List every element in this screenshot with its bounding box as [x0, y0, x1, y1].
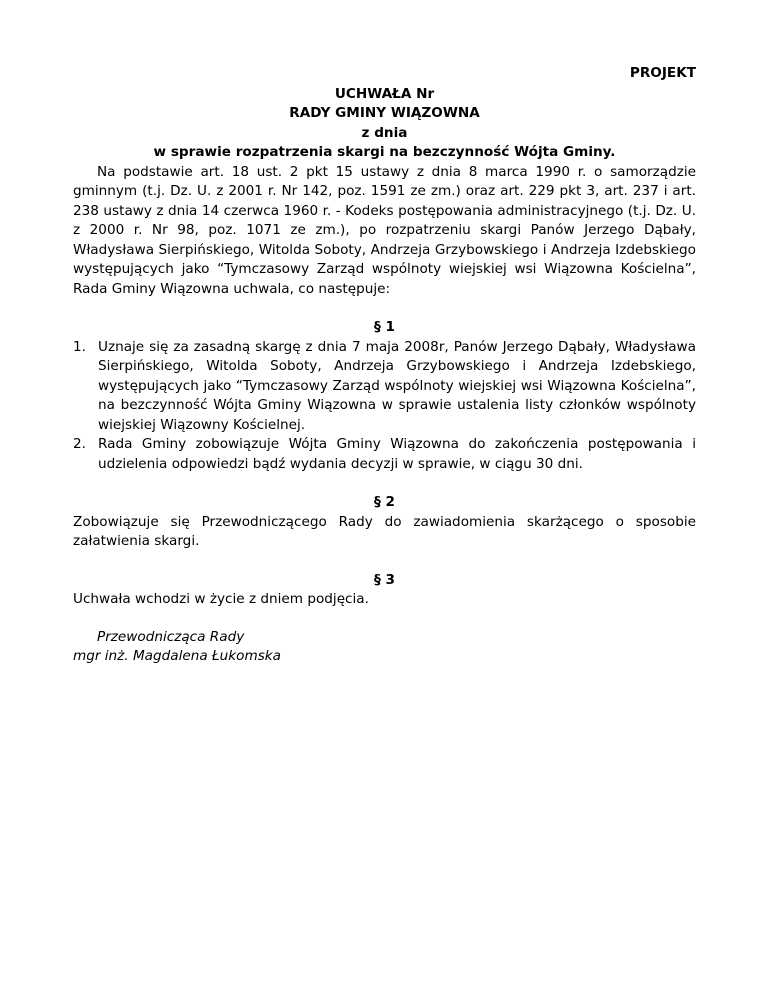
draft-label: PROJEKT [629, 65, 696, 81]
signature-role: Przewodnicząca Rady [97, 628, 245, 645]
section-2 [73, 493, 696, 552]
resolution-title [73, 85, 696, 163]
section-1-mark: § 1 [374, 319, 395, 335]
list-item-text: Uznaje się za zasadną skargę z dnia 7 maja 2008r, Panów Jerzego Dąbały, Władysława Sierpińskiego, Witolda Soboty, Andrzeja Grzybowskiego i Andrzeja Izdebskiego, występujących jako “Tymczasowy Zarząd wspólnoty wiejskiej wsi Wiązowna Kościelna”, na bezczynność Wójta Gminy Wiązowna w sprawie ustalenia listy członków wspólnoty wiejskiej Wiązowny Kościelnej. [98, 338, 696, 433]
list-item-text: Rada Gminy zobowiązuje Wójta Gminy Wiązowna do zakończenia postępowania i udzielenia odpowiedzi bądź wydania decyzji w sprawie, w ciągu 30 dni. [98, 436, 696, 472]
list-item-number: 1. [73, 338, 86, 355]
preamble-paragraph: Na podstawie art. 18 ust. 2 pkt 15 ustawy z dnia 8 marca 1990 r. o samorządzie gminnym (t.j. Dz. U. z 2001 r. Nr 142, poz. 1591 ze zm.) oraz art. 229 pkt 3, art. 237 i art. 238 ustawy z dnia 14 czerwca 1960 r. - Kodeks postępowania administracyjnego (t.j. Dz. U. z 2000 r. Nr 98, poz. 1071 ze zm.), po rozpatrzeniu skargi Panów Jerzego Dąbały, Władysława Sierpińskiego, Witolda Soboty, Andrzeja Grzybowskiego i Andrzeja Izdebskiego występujących jako “Tymczasowy Zarząd wspólnoty wiejskiej wsi Wiązowna Kościelna”, Rada Gminy Wiązowna uchwala, co następuje: [73, 163, 696, 297]
section-2-mark: § 2 [374, 494, 395, 510]
title-line-subject: w sprawie rozpatrzenia skargi na bezczynność Wójta Gminy. [153, 144, 616, 160]
title-line-resolution-no: UCHWAŁA Nr [334, 85, 435, 102]
signature-name: mgr inż. Magdalena Łukomska [73, 648, 281, 664]
section-3 [73, 571, 696, 610]
section-1 [73, 318, 696, 474]
list-item [73, 435, 696, 474]
section-2-text: Zobowiązuje się Przewodniczącego Rady do zawiadomienia skarżącego o sposobie załatwienia skargi. [73, 513, 696, 549]
section-3-mark: § 3 [374, 571, 395, 588]
title-line-date: z dnia [361, 124, 408, 141]
document-page [73, 64, 696, 667]
title-line-council: RADY GMINY WIĄZOWNA [289, 105, 480, 121]
section-1-points [73, 338, 696, 475]
list-item-number: 2. [73, 436, 86, 452]
section-3-text: Uchwała wchodzi w życie z dniem podjęcia. [73, 591, 369, 607]
signature-block [73, 628, 696, 667]
list-item [73, 338, 696, 436]
